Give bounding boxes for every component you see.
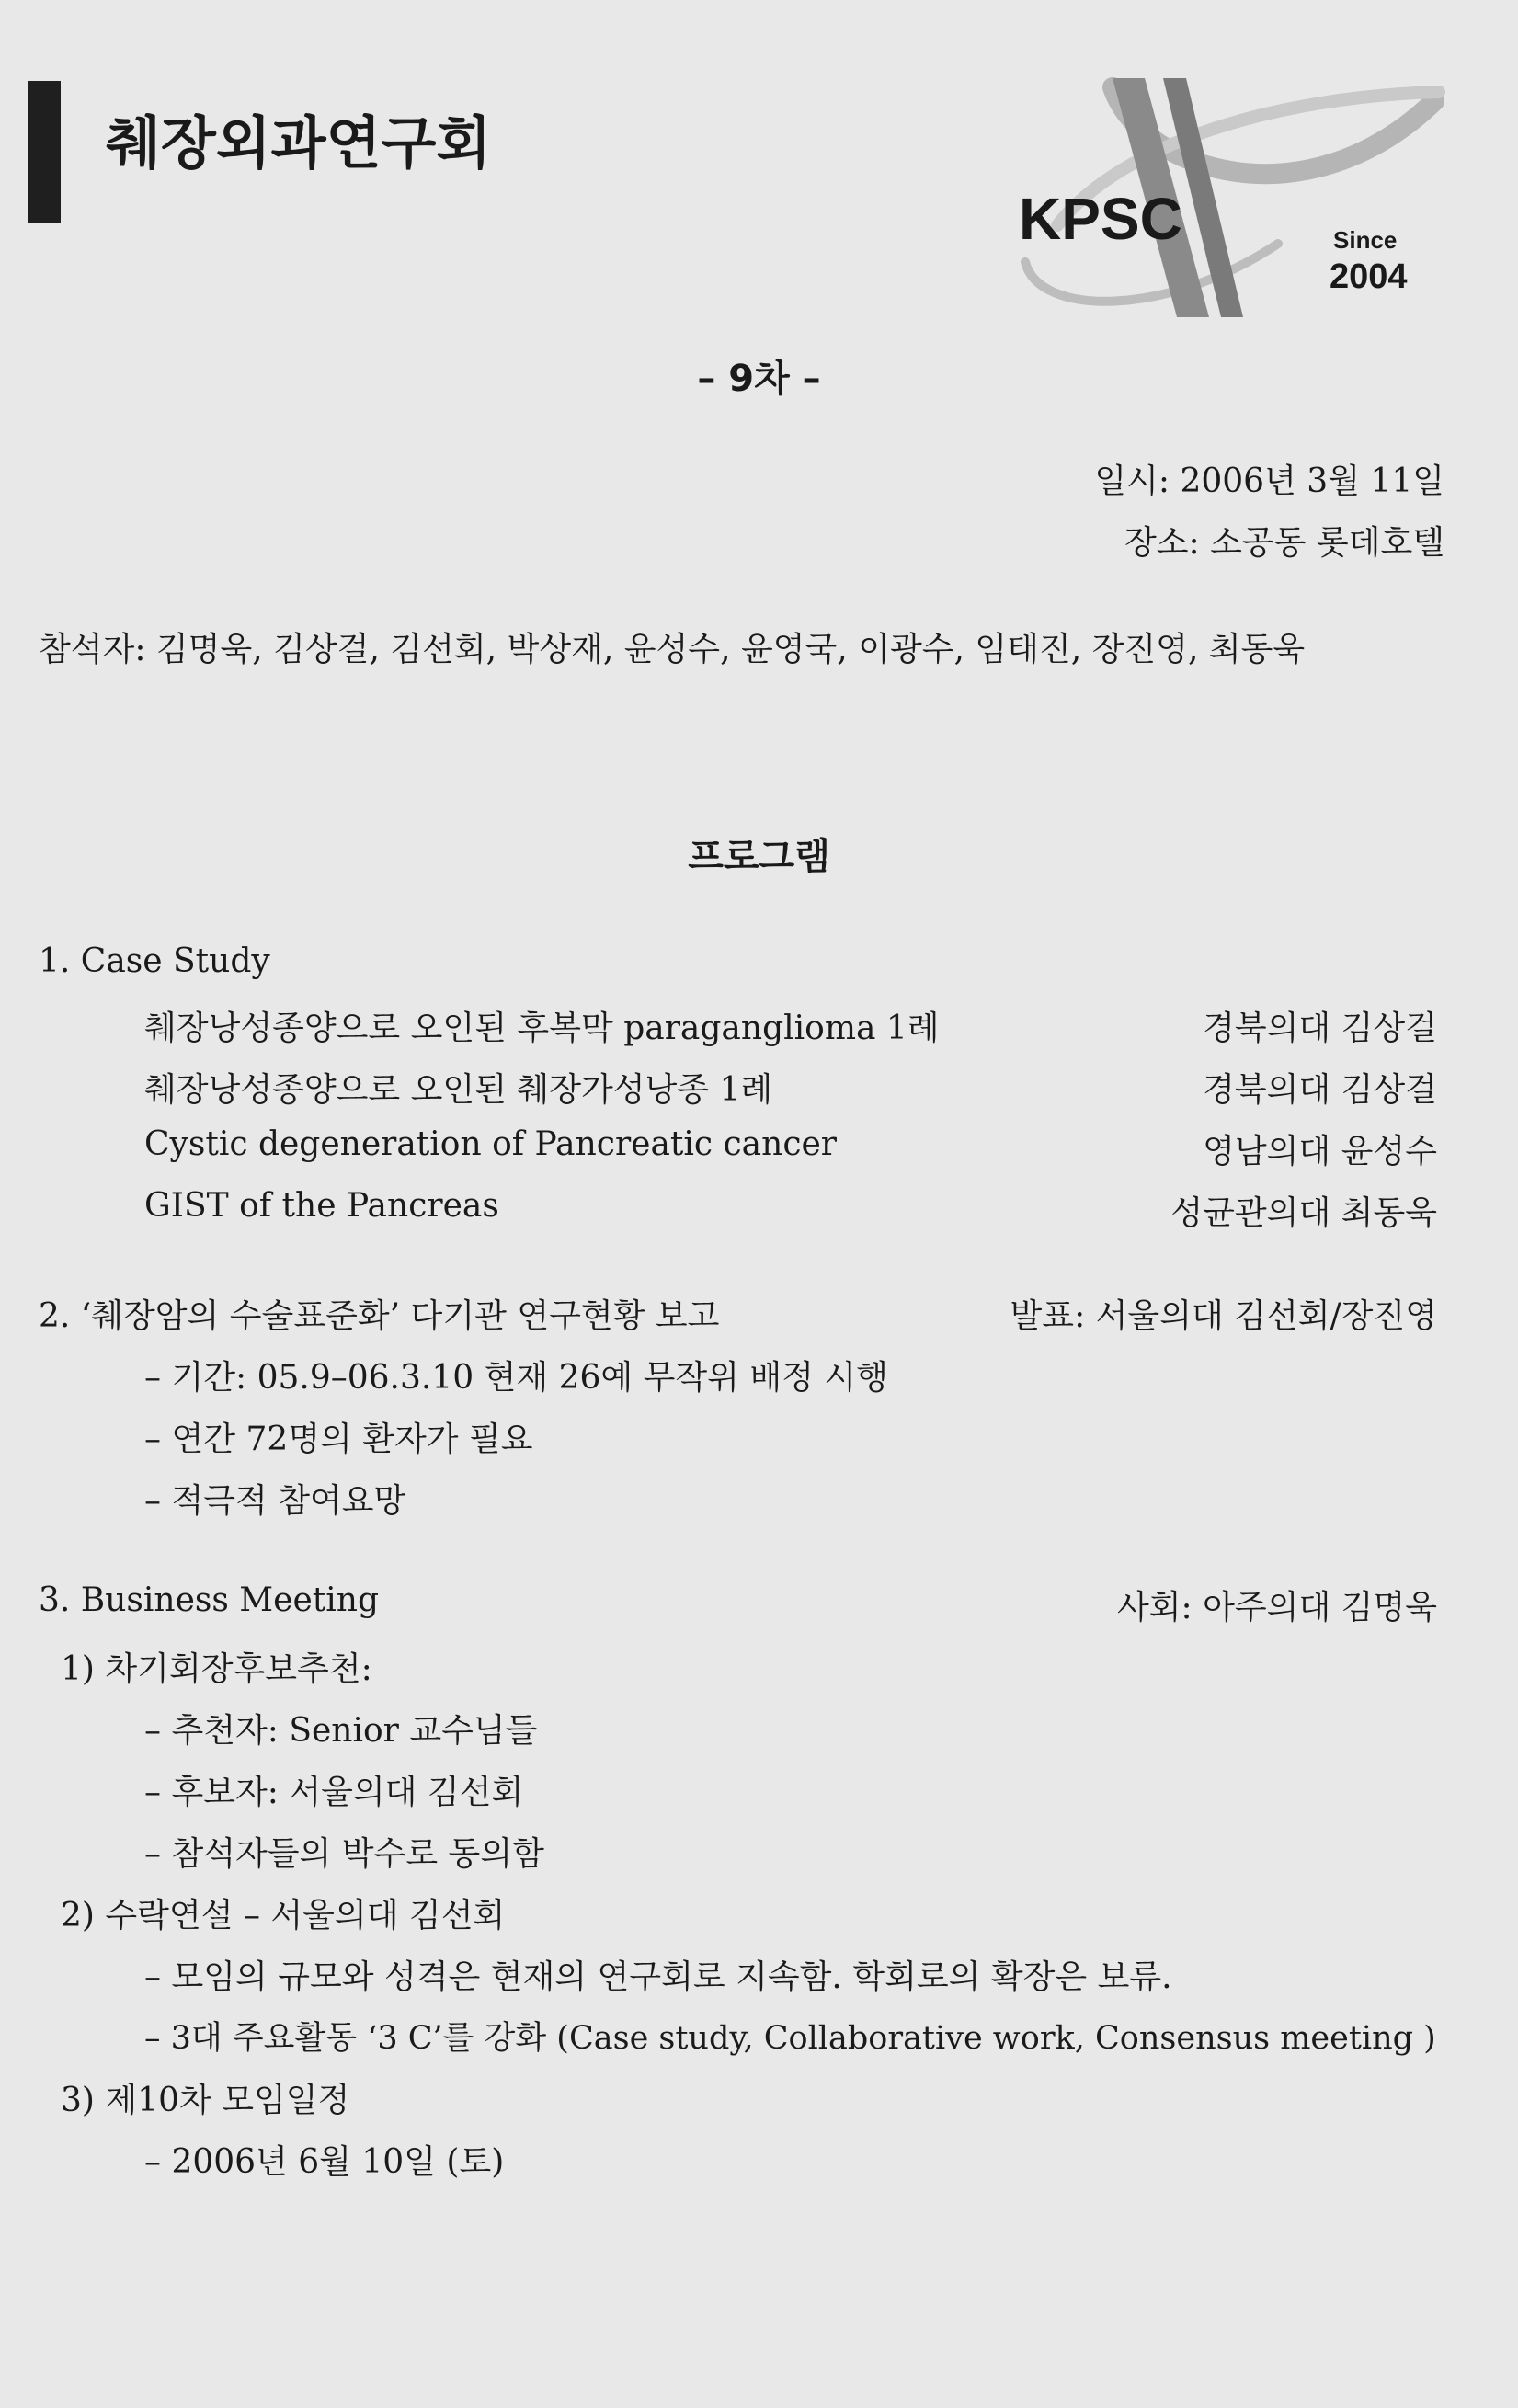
section-host: 사회: 아주의대 김명욱 [1117,1589,1437,1626]
section-title: 3. Business Meeting [39,1581,379,1619]
subsection-title: 3) 제10차 모임일정 [61,2082,350,2119]
case-presenter: 경북의대 김상걸 [1203,1010,1437,1047]
case-title: 췌장낭성종양으로 오인된 췌장가성낭종 1례 [144,1071,773,1109]
case-presenter: 성균관의대 최동욱 [1170,1194,1437,1232]
kpsc-logo [1002,69,1453,326]
meeting-round: – 9차 – [697,358,821,400]
case-title: GIST of the Pancreas [144,1187,499,1225]
logo-text: KPSC [1019,186,1182,252]
case-presenter: 영남의대 윤성수 [1203,1133,1437,1170]
case-title: Cystic degeneration of Pancreatic cancer [144,1125,837,1163]
case-title: 췌장낭성종양으로 오인된 후복막 paraganglioma 1례 [144,1010,940,1047]
title-accent-bar [28,81,61,223]
logo-since: Since [1333,226,1398,254]
meeting-date: 일시: 2006년 3월 11일 [1094,462,1444,500]
list-item: – 3대 주요활동 ‘3 C’를 강화 (Case study, Collaborative work, Consensus meeting ) [144,2020,1436,2057]
section-title: 2. ‘췌장암의 수술표준화’ 다기관 연구현황 보고 [39,1297,720,1335]
list-item: – 연간 72명의 환자가 필요 [144,1421,533,1458]
case-presenter: 경북의대 김상걸 [1203,1071,1437,1109]
attendees: 참석자: 김명욱, 김상걸, 김선회, 박상재, 윤성수, 윤영국, 이광수, 임태진, 장진영, 최동욱 [39,631,1306,668]
section-presenter: 발표: 서울의대 김선회/장진영 [1010,1297,1437,1335]
list-item: – 기간: 05.9–06.3.10 현재 26예 무작위 배정 시행 [144,1359,888,1397]
logo-swoosh-shape [1025,244,1278,302]
subsection-title: 1) 차기회장후보추천: [61,1650,372,1688]
list-item: – 2006년 6월 10일 (토) [144,2143,505,2181]
subsection-title: 2) 수락연설 – 서울의대 김선회 [61,1897,506,1934]
list-item: – 참석자들의 박수로 동의함 [144,1835,544,1873]
logo-year: 2004 [1330,257,1408,296]
list-item: – 모임의 규모와 성격은 현재의 연구회로 지속함. 학회로의 확장은 보류. [144,1958,1172,1996]
section-title: 1. Case Study [39,942,270,980]
meeting-place: 장소: 소공동 롯데호텔 [1124,524,1444,562]
list-item: – 추천자: Senior 교수님들 [144,1712,538,1750]
list-item: – 후보자: 서울의대 김선회 [144,1774,524,1811]
page-title: 췌장외과연구회 [106,109,492,177]
program-heading: 프로그램 [688,836,830,878]
list-item: – 적극적 참여요망 [144,1482,406,1520]
